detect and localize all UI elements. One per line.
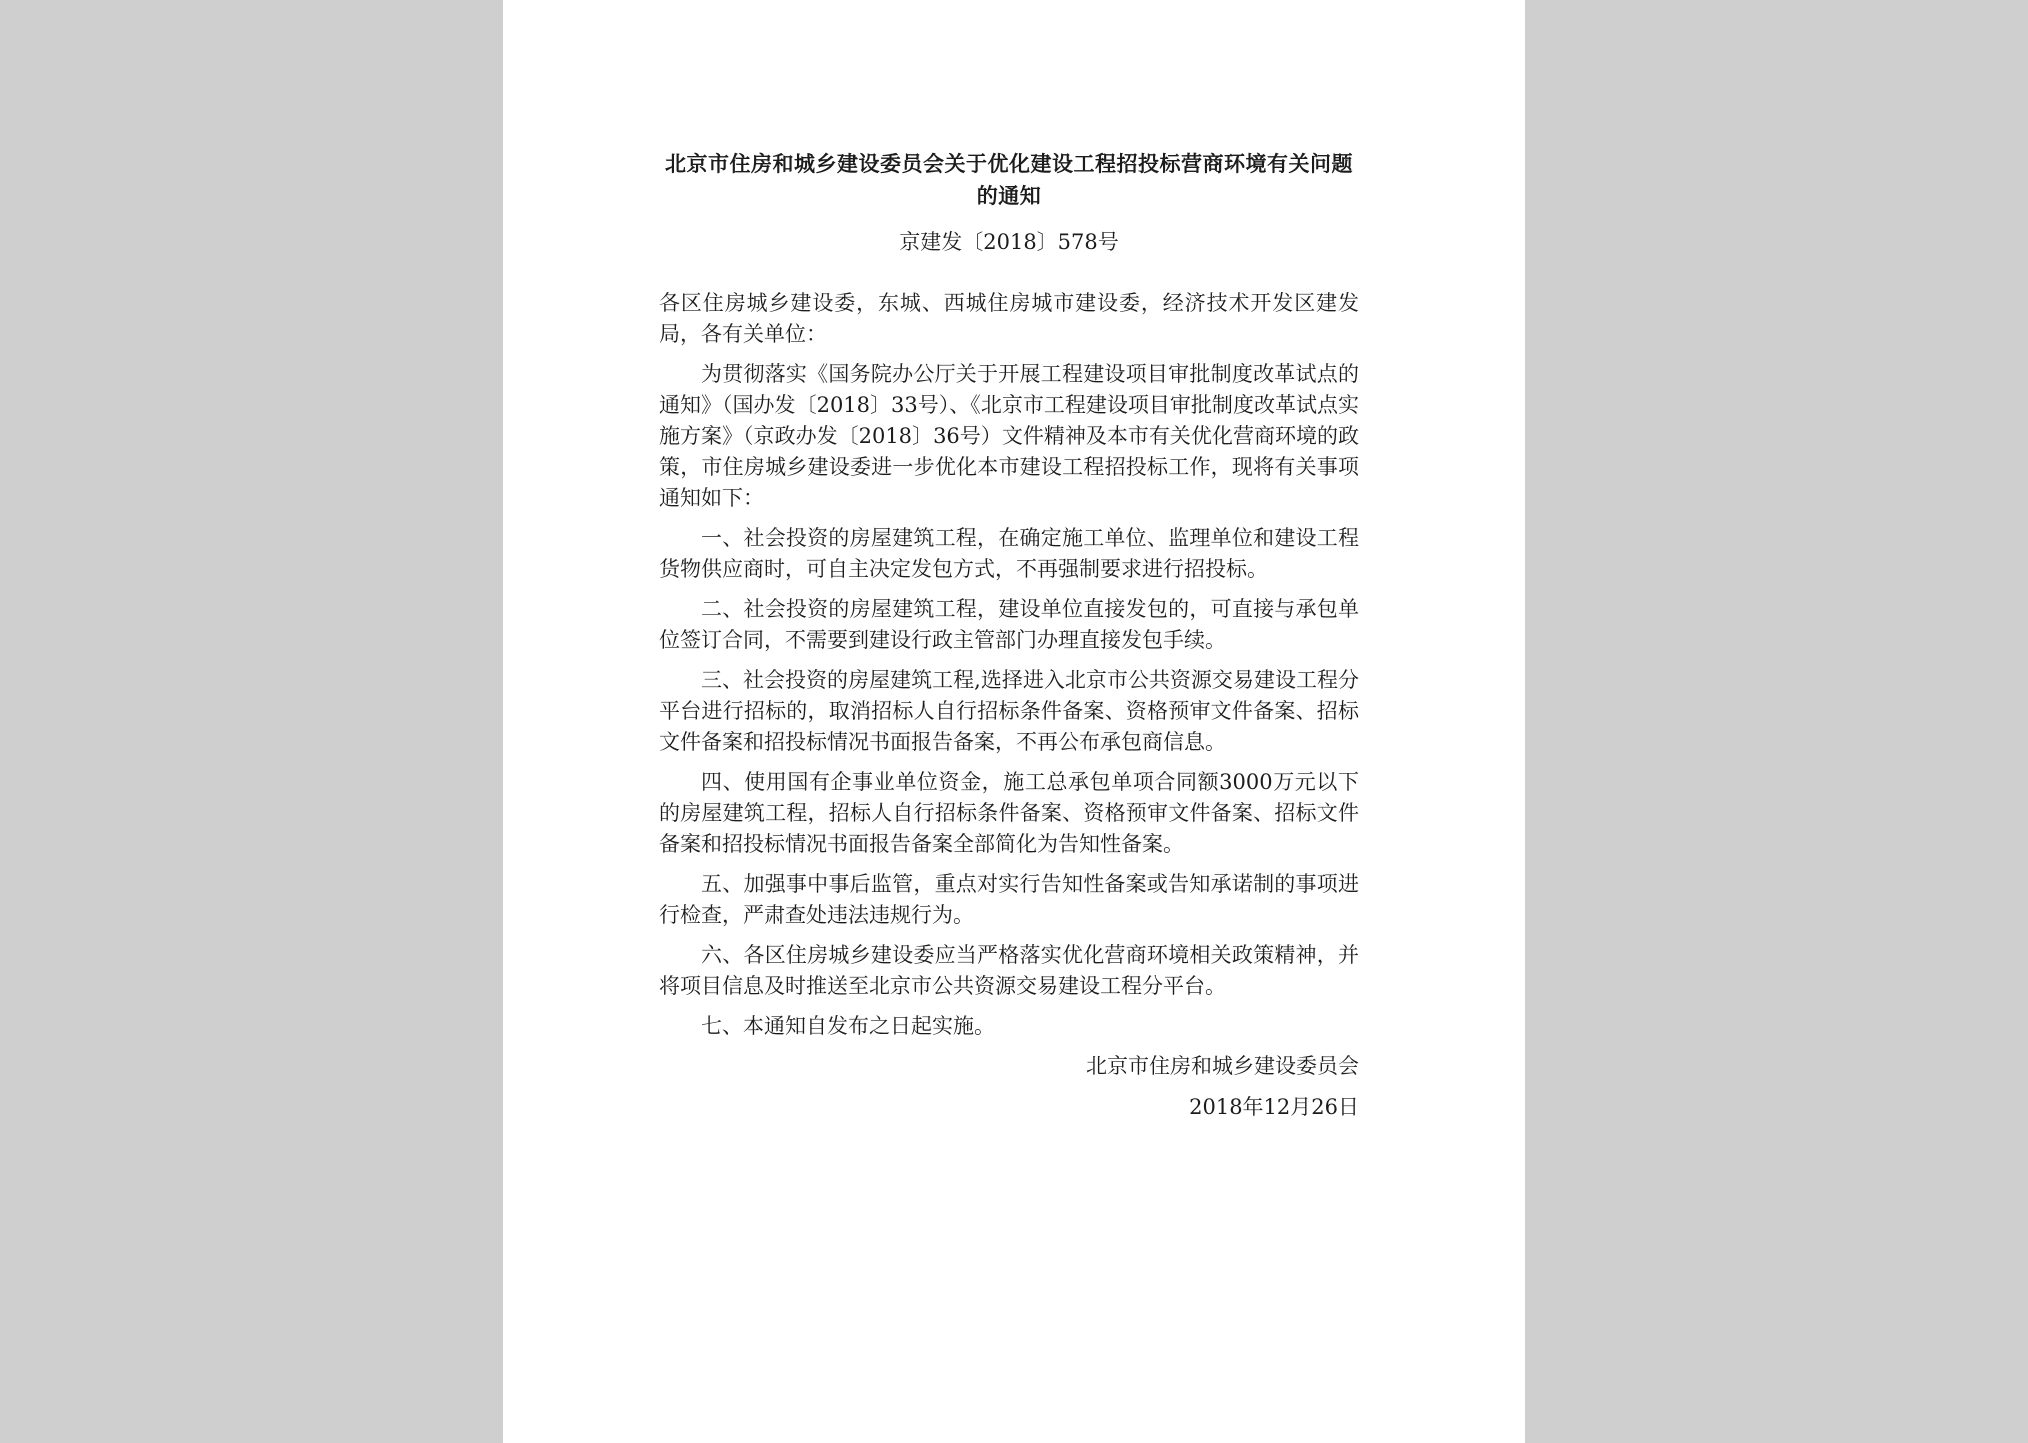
document-page xyxy=(503,0,1525,1443)
intro-paragraph: 为贯彻落实《国务院办公厅关于开展工程建设项目审批制度改革试点的通知》（国办发〔2018〕33号）、《北京市工程建设项目审批制度改革试点实施方案》（京政办发〔2018〕36号）文件精神及本市有关优化营商环境的政策，市住房城乡建设委进一步优化本市建设工程招投标工作，现将有关事项通知如下： xyxy=(659,362,1359,510)
issue-date: 2018年12月26日 xyxy=(1189,1095,1359,1119)
item-paragraph-1: 一、社会投资的房屋建筑工程，在确定施工单位、监理单位和建设工程货物供应商时，可自主决定发包方式，不再强制要求进行招投标。 xyxy=(659,526,1359,581)
document-number: 京建发〔2018〕578号 xyxy=(899,230,1119,254)
issuer-signature: 北京市住房和城乡建设委员会 xyxy=(1086,1054,1359,1078)
document-body xyxy=(659,288,1359,1042)
item-paragraph-6: 六、各区住房城乡建设委应当严格落实优化营商环境相关政策精神，并将项目信息及时推送至北京市公共资源交易建设工程分平台。 xyxy=(659,943,1359,998)
item-paragraph-2: 二、社会投资的房屋建筑工程，建设单位直接发包的，可直接与承包单位签订合同，不需要到建设行政主管部门办理直接发包手续。 xyxy=(659,597,1359,652)
addressee: 各区住房城乡建设委，东城、西城住房城市建设委，经济技术开发区建发局，各有关单位： xyxy=(659,291,1359,346)
item-paragraph-4: 四、使用国有企事业单位资金，施工总承包单项合同额3000万元以下的房屋建筑工程，招标人自行招标条件备案、资格预审文件备案、招标文件备案和招投标情况书面报告备案全部简化为告知性备案。 xyxy=(659,770,1359,856)
page-content xyxy=(659,148,1359,1123)
document-title: 北京市住房和城乡建设委员会关于优化建设工程招投标营商环境有关问题的通知 xyxy=(665,151,1353,208)
item-paragraph-5: 五、加强事中事后监管，重点对实行告知性备案或告知承诺制的事项进行检查，严肃查处违法违规行为。 xyxy=(659,872,1359,927)
item-paragraph-3: 三、社会投资的房屋建筑工程,选择进入北京市公共资源交易建设工程分平台进行招标的，取消招标人自行招标条件备案、资格预审文件备案、招标文件备案和招投标情况书面报告备案，不再公布承包商信息。 xyxy=(659,668,1359,754)
item-paragraph-7: 七、本通知自发布之日起实施。 xyxy=(701,1014,995,1038)
